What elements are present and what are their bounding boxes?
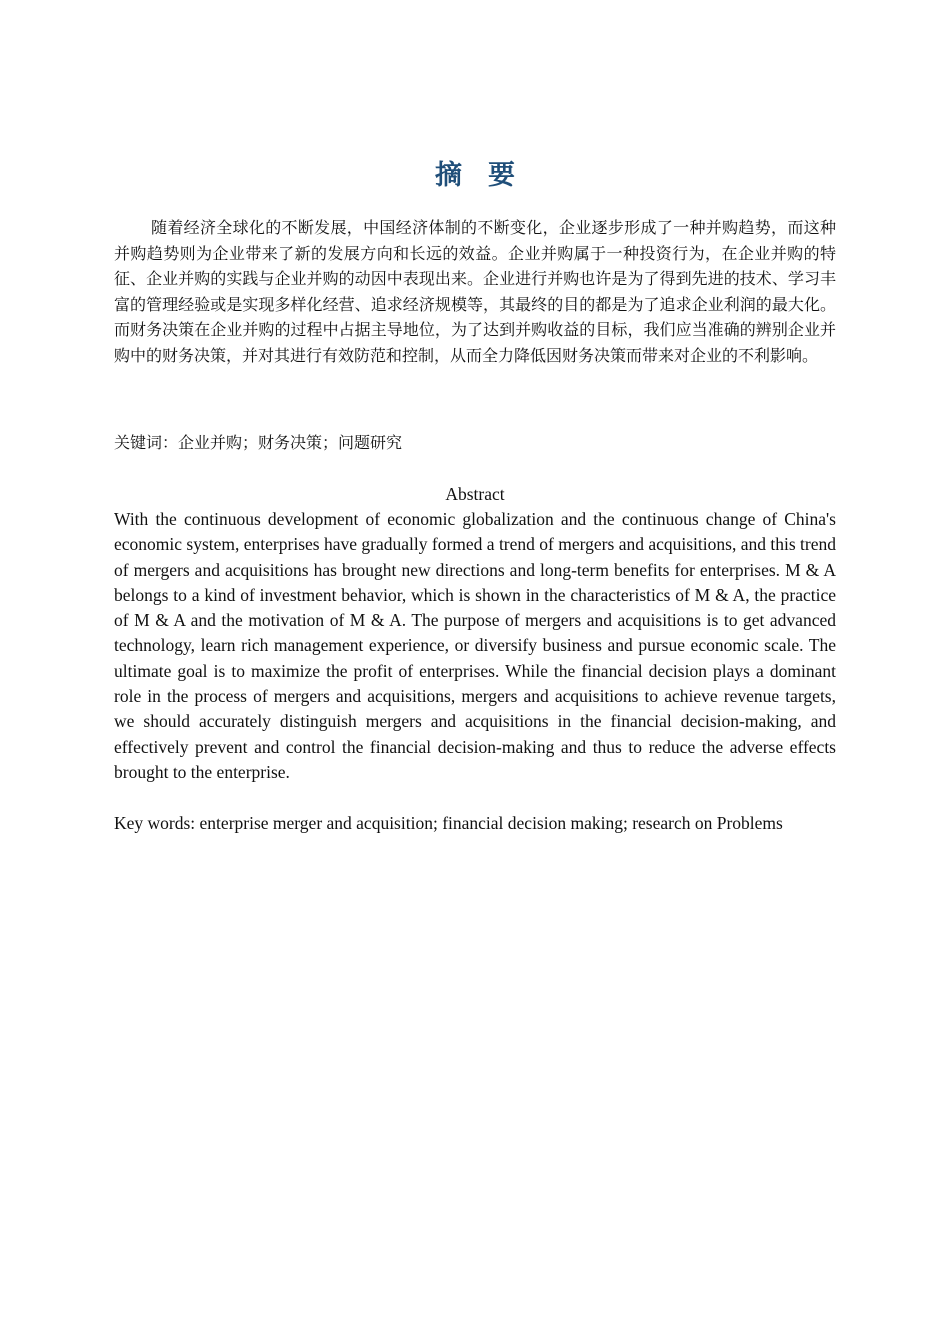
chinese-abstract-body: 随着经济全球化的不断发展，中国经济体制的不断变化，企业逐步形成了一种并购趋势，而这种并购趋势则为企业带来了新的发展方向和长远的效益。企业并购属于一种投资行为，在企业并购的特征、企业并购的实践与企业并购的动因中表现出来。企业进行并购也许是为了得到先进的技术、学习丰富的管理经验或是实现多样化经营、追求经济规模等，其最终的目的都是为了追求企业利润的最大化。而财务决策在企业并购的过程中占据主导地位，为了达到并购收益的目标，我们应当准确的辨别企业并购中的财务决策，并对其进行有效防范和控制，从而全力降低因财务决策而带来对企业的不利影响。	[114, 218, 836, 365]
english-abstract-title: Abstract	[445, 484, 505, 504]
chinese-keywords: 关键词：企业并购；财务决策；问题研究	[114, 433, 403, 452]
english-keywords: Key words: enterprise merger and acquisition; financial decision making; research on Problems	[114, 813, 783, 833]
english-abstract-body: With the continuous development of economic globalization and the continuous change of China's economic system, enterprises have gradually formed a trend of mergers and acquisitions, and this trend of mergers and acquisitions has brought new directions and long-term benefits for enterprises. M & A belongs to a kind of investment behavior, which is shown in the characteristics of M & A, the practice of M & A and the motivation of M & A. The purpose of mergers and acquisitions is to get advanced technology, learn rich management experience, or diversify business and pursue economic scale. The ultimate goal is to maximize the profit of enterprises. While the financial decision plays a dominant role in the process of mergers and acquisitions, mergers and acquisitions to achieve revenue targets, we should accurately distinguish mergers and acquisitions in the financial decision-making, and effectively prevent and control the financial decision-making and thus to reduce the adverse effects brought to the enterprise.	[114, 509, 836, 782]
chinese-abstract-title: 摘要	[435, 160, 541, 191]
